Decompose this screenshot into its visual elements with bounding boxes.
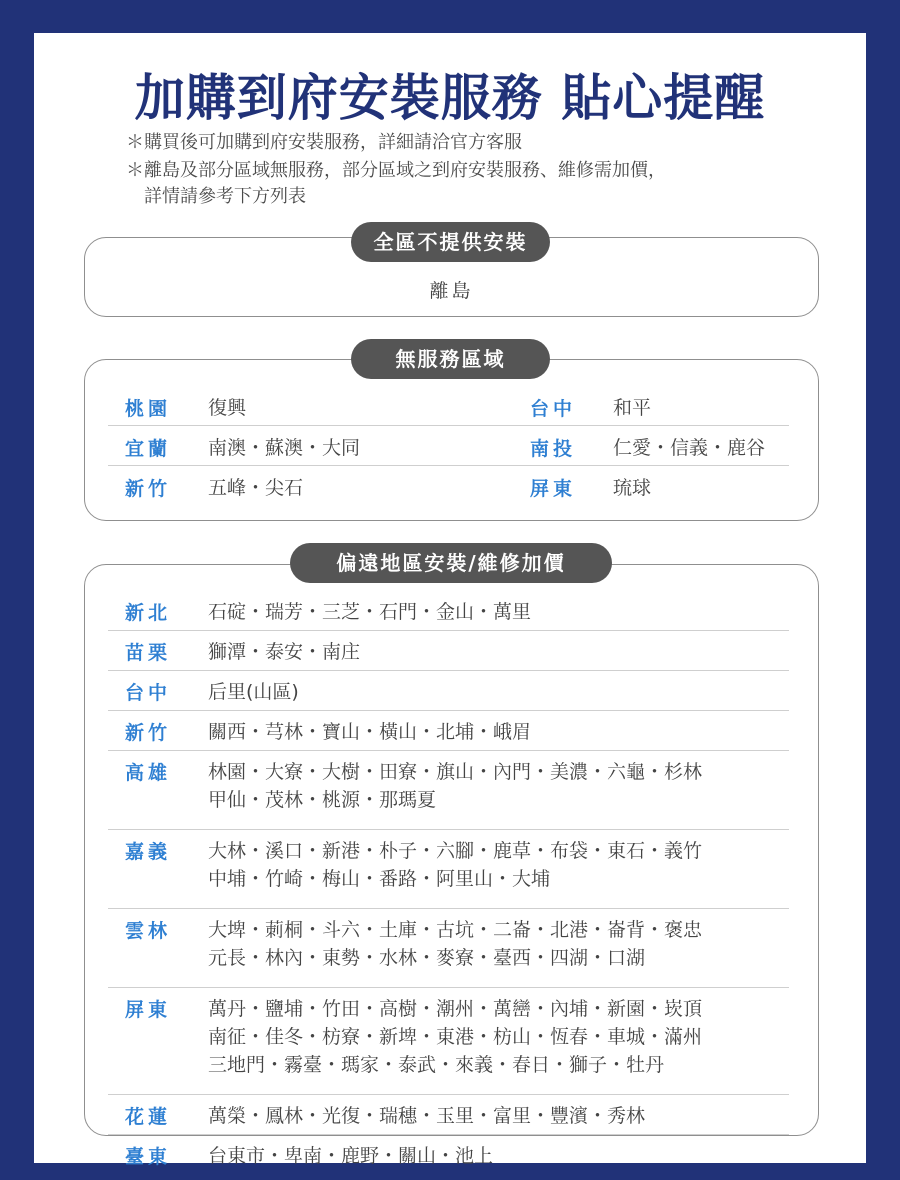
no-service-towns: 和平 — [613, 397, 652, 419]
surcharge-row — [108, 632, 789, 671]
no-service-label: 無服務區域 — [351, 339, 550, 379]
note-3: 詳情請參考下方列表 — [144, 186, 306, 207]
surcharge-towns-line: 中埔・竹崎・梅山・番路・阿里山・大埔 — [208, 868, 551, 890]
surcharge-towns-line: 萬榮・鳳林・光復・瑞穗・玉里・富里・豐濱・秀林 — [208, 1105, 646, 1127]
surcharge-towns-line: 關西・芎林・寶山・橫山・北埔・峨眉 — [208, 721, 532, 743]
no-service-towns: 復興 — [208, 397, 247, 419]
no-service-towns: 仁愛・信義・鹿谷 — [613, 437, 766, 459]
surcharge-region: 高雄 — [125, 762, 172, 784]
no-install-content: 離島 — [429, 280, 474, 302]
page-title: 加購到府安裝服務 貼心提醒 — [134, 69, 766, 127]
surcharge-towns-line: 元長・林內・東勢・水林・麥寮・臺西・四湖・口湖 — [208, 947, 646, 969]
no-service-region: 屏東 — [530, 478, 577, 500]
surcharge-row — [108, 831, 789, 909]
no-service-region: 桃園 — [125, 398, 172, 420]
surcharge-row — [108, 989, 789, 1095]
no-service-towns: 南澳・蘇澳・大同 — [208, 437, 361, 459]
surcharge-row — [108, 752, 789, 830]
surcharge-towns-line: 萬丹・鹽埔・竹田・高樹・潮州・萬巒・內埔・新園・崁頂 — [208, 998, 703, 1020]
no-service-row — [108, 466, 789, 506]
surcharge-towns-line: 甲仙・茂林・桃源・那瑪夏 — [208, 789, 437, 811]
surcharge-label: 偏遠地區安裝/維修加價 — [290, 543, 612, 583]
no-service-towns: 五峰・尖石 — [208, 477, 304, 499]
note-1: ＊購買後可加購到府安裝服務，詳細請洽官方客服 — [126, 132, 522, 153]
no-service-region: 台中 — [530, 398, 577, 420]
surcharge-row — [108, 1136, 789, 1175]
no-service-region: 宜蘭 — [125, 438, 172, 460]
surcharge-row — [108, 672, 789, 711]
surcharge-region: 新竹 — [125, 722, 172, 744]
no-service-towns: 琉球 — [613, 477, 652, 499]
note-2: ＊離島及部分區域無服務，部分區域之到府安裝服務、維修需加價， — [126, 160, 666, 181]
no-service-region: 南投 — [530, 438, 577, 460]
no-service-row — [108, 386, 789, 426]
surcharge-region: 臺東 — [125, 1146, 172, 1168]
surcharge-towns-line: 林園・大寮・大樹・田寮・旗山・內門・美濃・六龜・杉林 — [208, 761, 703, 783]
surcharge-towns-line: 石碇・瑞芳・三芝・石門・金山・萬里 — [208, 601, 532, 623]
no-service-region: 新竹 — [125, 478, 172, 500]
surcharge-towns-line: 三地門・霧臺・瑪家・泰武・來義・春日・獅子・牡丹 — [208, 1054, 665, 1076]
surcharge-row — [108, 910, 789, 988]
no-service-row — [108, 426, 789, 466]
surcharge-towns-line: 大埤・莿桐・斗六・土庫・古坑・二崙・北港・崙背・褒忠 — [208, 919, 703, 941]
surcharge-row — [108, 1096, 789, 1135]
surcharge-region: 屏東 — [125, 999, 172, 1021]
surcharge-region: 嘉義 — [125, 841, 172, 863]
surcharge-row — [108, 592, 789, 631]
surcharge-towns-line: 獅潭・泰安・南庄 — [208, 641, 361, 663]
surcharge-towns-line: 后里(山區) — [208, 681, 299, 703]
surcharge-region: 苗栗 — [125, 642, 172, 664]
no-install-label: 全區不提供安裝 — [351, 222, 550, 262]
surcharge-region: 新北 — [125, 602, 172, 624]
surcharge-towns-line: 台東市・卑南・鹿野・關山・池上 — [208, 1145, 494, 1167]
surcharge-region: 花蓮 — [125, 1106, 172, 1128]
surcharge-towns-line: 大林・溪口・新港・朴子・六腳・鹿草・布袋・東石・義竹 — [208, 840, 703, 862]
surcharge-region: 台中 — [125, 682, 172, 704]
surcharge-row — [108, 712, 789, 751]
surcharge-region: 雲林 — [125, 920, 172, 942]
surcharge-towns-line: 南征・佳冬・枋寮・新埤・東港・枋山・恆春・車城・滿州 — [208, 1026, 703, 1048]
